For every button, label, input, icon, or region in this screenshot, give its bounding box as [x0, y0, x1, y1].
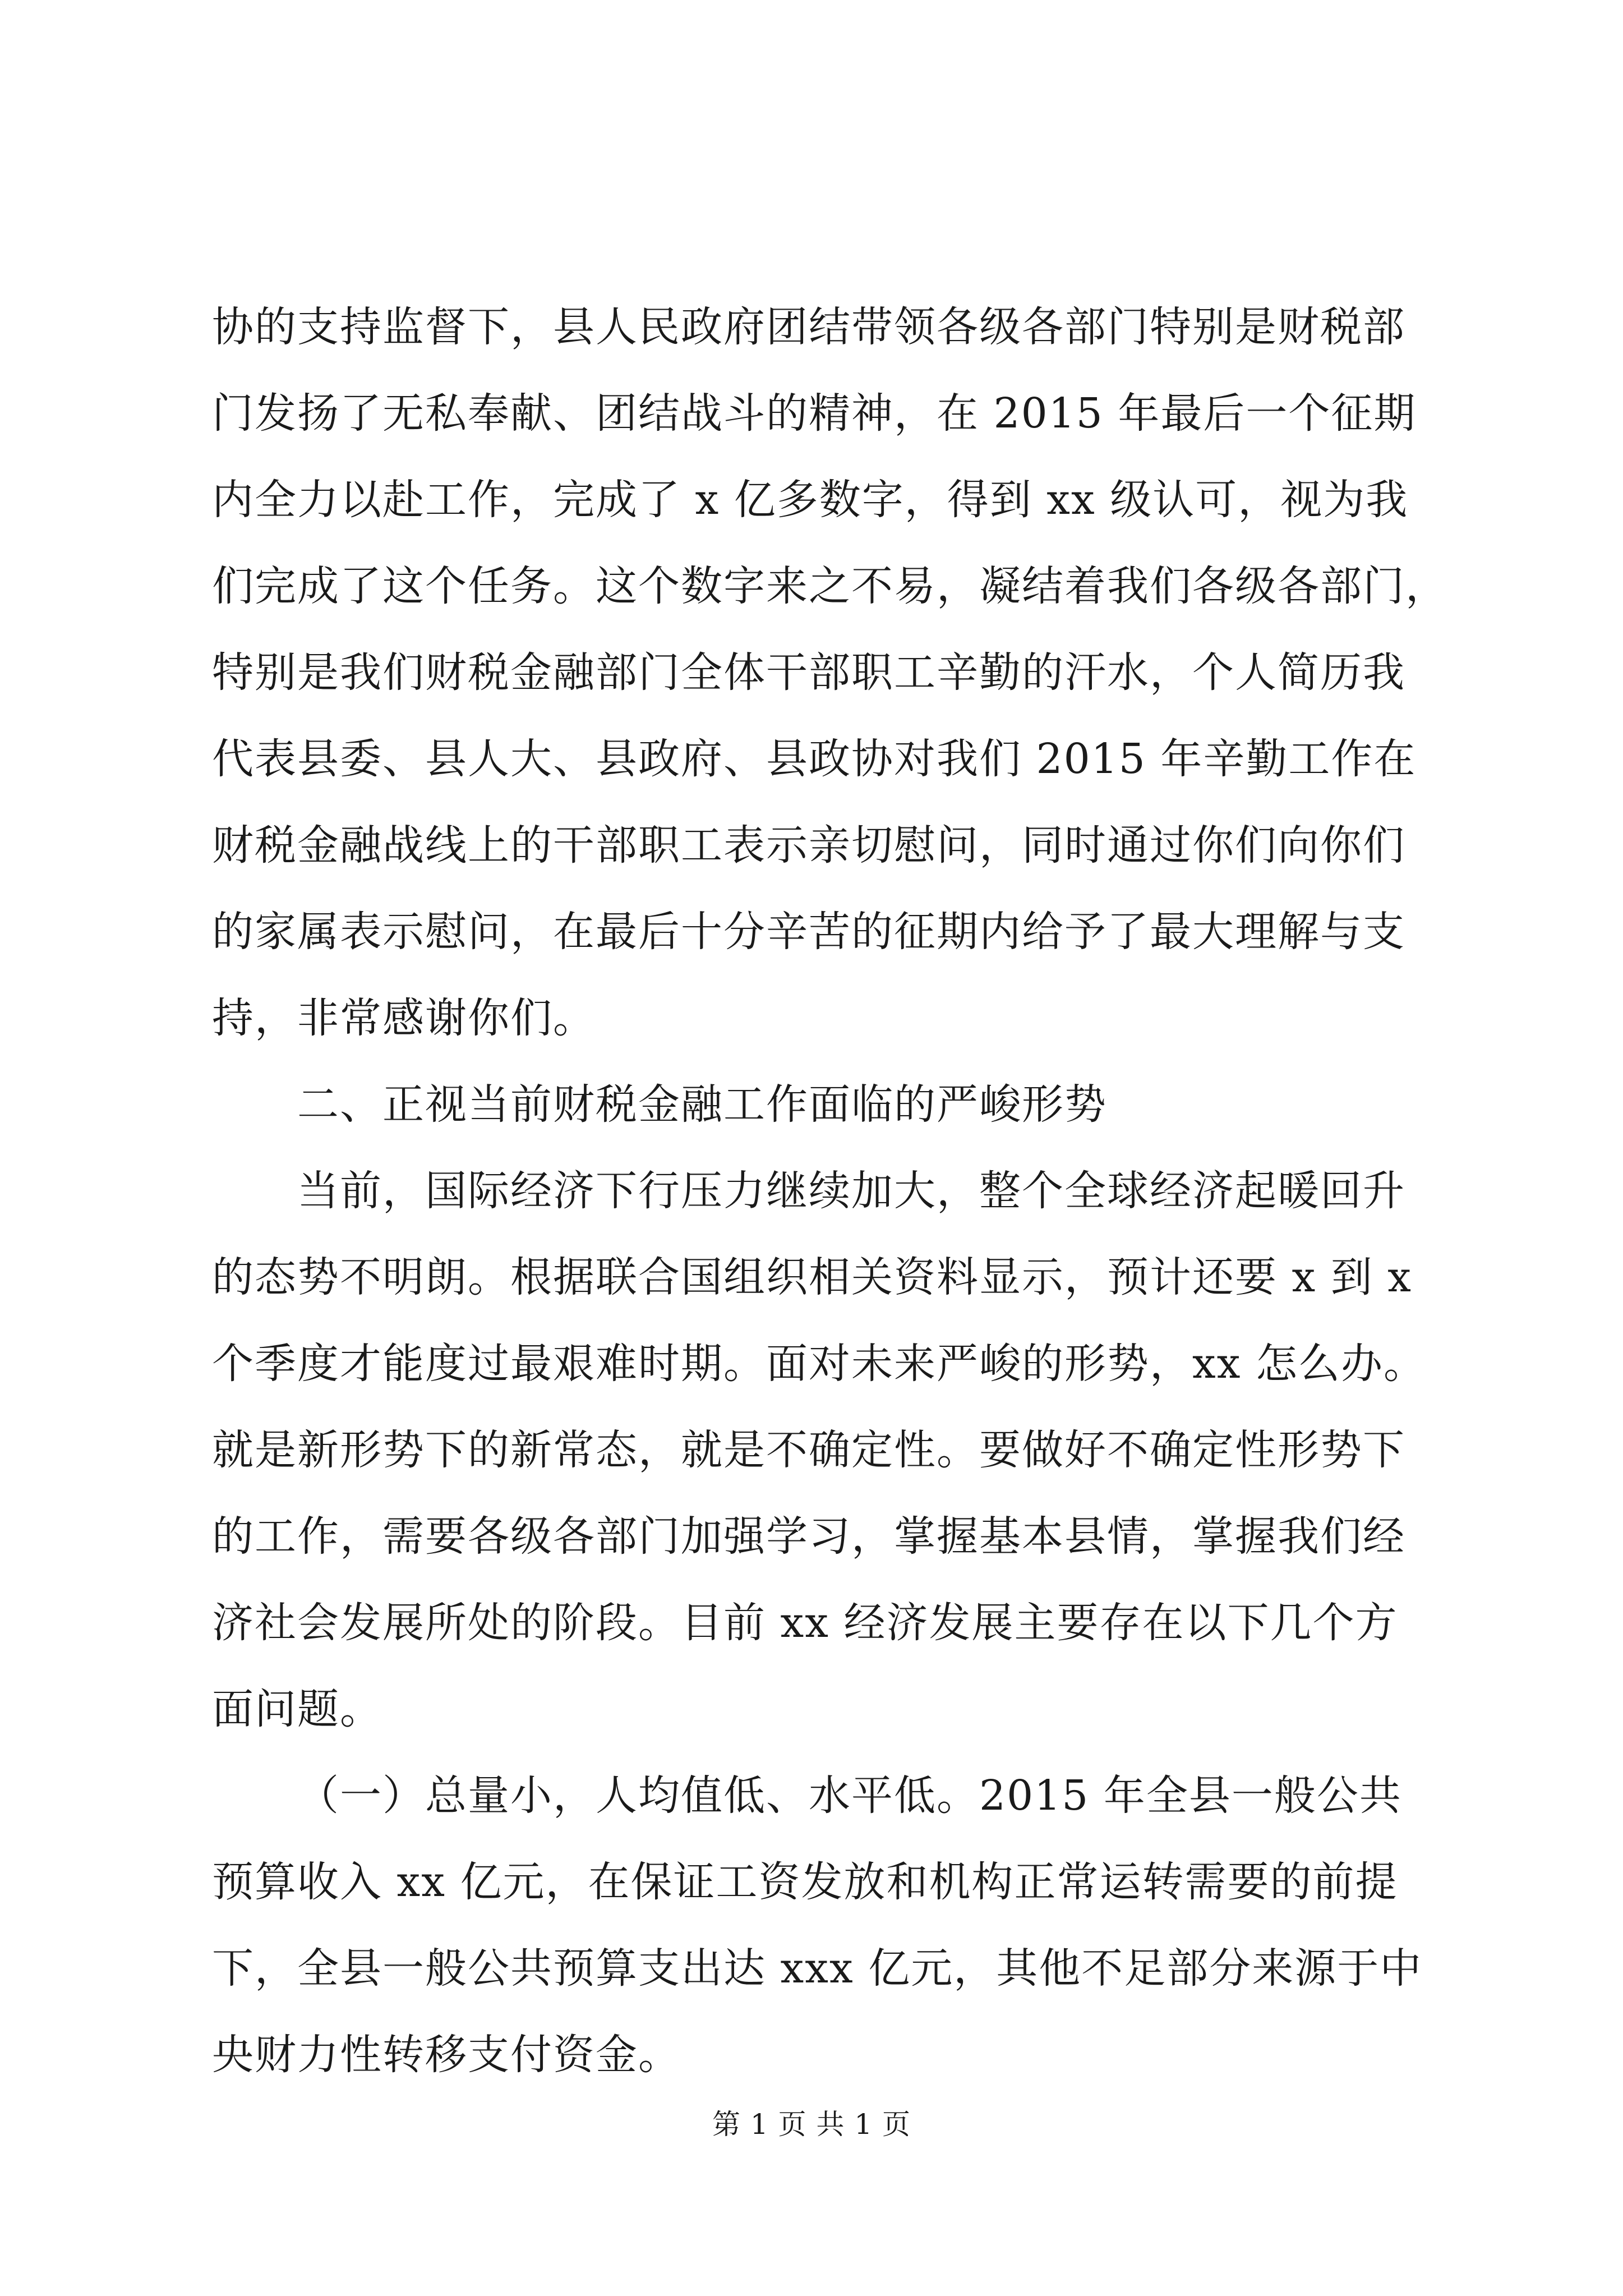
body-line: 济社会发展所处的阶段。目前 xx 经济发展主要存在以下几个方: [212, 1599, 1398, 1647]
body-line: 个季度才能度过最艰难时期。面对未来严峻的形势，xx 怎么办。: [212, 1340, 1426, 1388]
body-line: 下，全县一般公共预算支出达 xxx 亿元，其他不足部分来源于中: [212, 1944, 1423, 1993]
page-footer: 第 1 页 共 1 页: [712, 2108, 911, 2141]
body-line: 内全力以赴工作，完成了 x 亿多数字，得到 xx 级认可，视为我: [212, 476, 1409, 524]
section-heading: 二、正视当前财税金融工作面临的严峻形势: [297, 1080, 1107, 1129]
body-line: 面问题。: [212, 1685, 382, 1733]
body-line: 持，非常感谢你们。: [212, 994, 596, 1042]
subsection-heading: （一）总量小，人均值低、水平低。2015 年全县一般公共: [297, 1772, 1402, 1820]
body-line: 当前，国际经济下行压力继续加大，整个全球经济起暖回升: [297, 1167, 1405, 1215]
body-line: 财税金融战线上的干部职工表示亲切慰问，同时通过你们向你们: [212, 821, 1405, 869]
body-line: 的态势不明朗。根据联合国组织相关资料显示，预计还要 x 到 x: [212, 1253, 1413, 1301]
body-line: 就是新形势下的新常态，就是不确定性。要做好不确定性形势下: [212, 1426, 1405, 1474]
body-line: 特别是我们财税金融部门全体干部职工辛勤的汗水，个人简历我: [212, 648, 1405, 697]
body-line: 的工作，需要各级各部门加强学习，掌握基本县情，掌握我们经: [212, 1512, 1405, 1561]
body-line: 的家属表示慰问，在最后十分辛苦的征期内给予了最大理解与支: [212, 908, 1405, 956]
body-line: 门发扬了无私奉献、团结战斗的精神，在 2015 年最后一个征期: [212, 389, 1417, 438]
body-line: 协的支持监督下，县人民政府团结带领各级各部门特别是财税部: [212, 303, 1405, 351]
body-line: 央财力性转移支付资金。: [212, 2031, 681, 2079]
body-line: 预算收入 xx 亿元，在保证工资发放和机构正常运转需要的前提: [212, 1858, 1398, 1906]
body-line: 们完成了这个任务。这个数字来之不易，凝结着我们各级各部门，: [212, 562, 1448, 610]
body-line: 代表县委、县人大、县政府、县政协对我们 2015 年辛勤工作在: [212, 735, 1417, 783]
